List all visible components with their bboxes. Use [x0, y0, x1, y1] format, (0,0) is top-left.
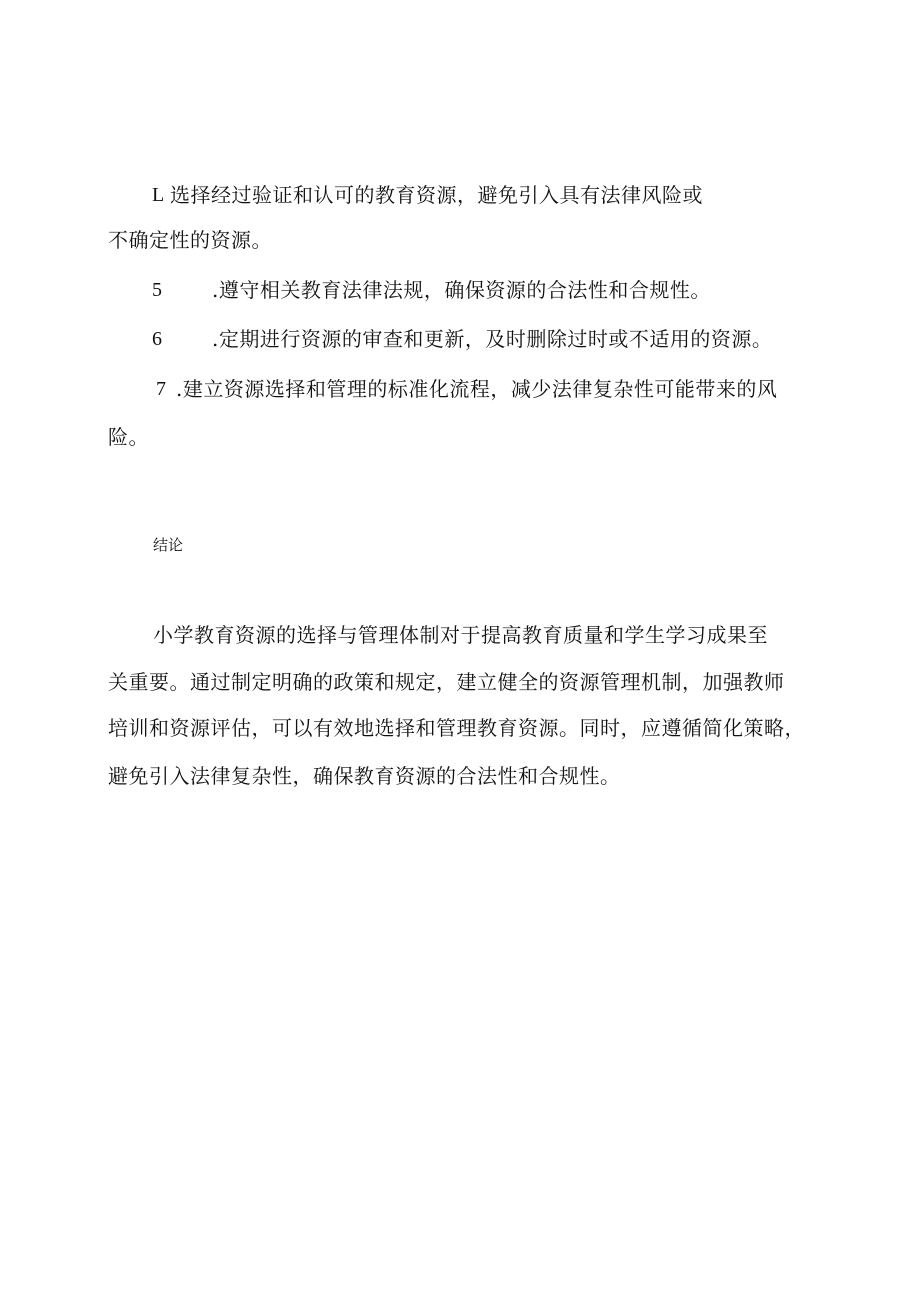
list-item-marker-4: L [152, 184, 165, 206]
conclusion-paragraph-line-2: 关重要。通过制定明确的政策和规定，建立健全的资源管理机制，加强教师 [108, 670, 785, 694]
list-item-number-7: 7 [156, 378, 166, 400]
list-item-6-text: .定期进行资源的审查和更新，及时删除过时或不适用的资源。 [212, 327, 773, 351]
list-item-number-6: 6 [152, 328, 162, 350]
conclusion-paragraph-line-3: 培训和资源评估，可以有效地选择和管理教育资源。同时，应遵循简化策略， [108, 716, 805, 740]
list-item-number-5: 5 [152, 279, 162, 301]
conclusion-paragraph-line-4: 避免引入法律复杂性，确保教育资源的合法性和合规性。 [108, 764, 621, 788]
conclusion-paragraph-line-1: 小学教育资源的选择与管理体制对于提高教育质量和学生学习成果至 [153, 623, 768, 647]
list-item-4-line-1: 选择经过验证和认可的教育资源，避免引入具有法律风险或 [170, 183, 703, 207]
list-item-7-line-2: 险。 [108, 425, 149, 449]
list-item-4-line-2: 不确定性的资源。 [108, 228, 272, 252]
list-item-5-text: .遵守相关教育法律法规，确保资源的合法性和合规性。 [212, 278, 711, 302]
list-item-7-line-1: .建立资源选择和管理的标准化流程，减少法律复杂性可能带来的风 [176, 377, 778, 401]
section-heading-conclusion: 结论 [153, 536, 184, 554]
